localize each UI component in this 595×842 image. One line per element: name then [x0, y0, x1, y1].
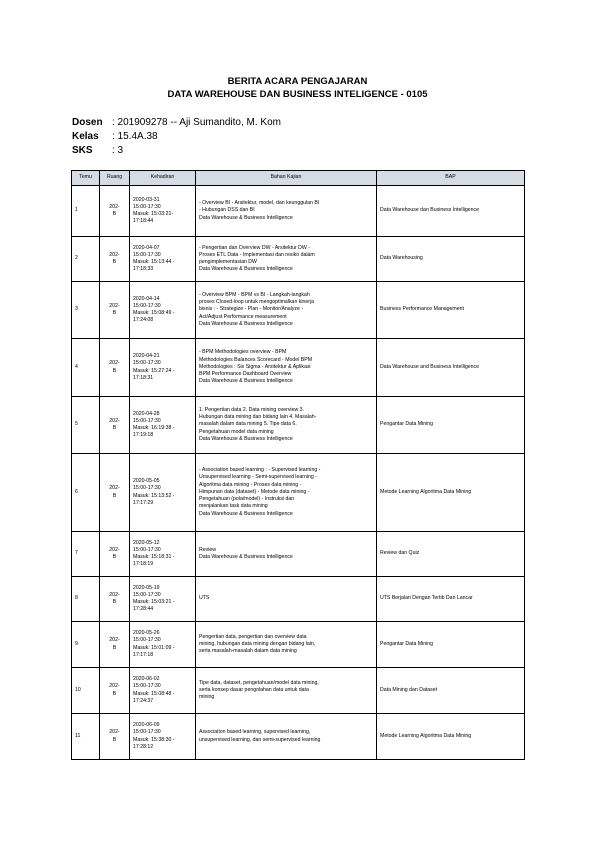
cell-temu: 9	[72, 622, 100, 668]
cell-bap: Data Warehousing	[377, 237, 525, 282]
cell-kehadiran	[130, 454, 196, 532]
cell-kehadiran-line: 17:18:44	[133, 218, 154, 225]
cell-bahan-kajian-line: Tipe data, dataset, pengetahuan/model data mining,	[199, 679, 319, 686]
cell-bahan-kajian	[196, 237, 377, 282]
cell-ruang-line: B	[112, 310, 117, 316]
header-ruang: Ruang	[100, 171, 130, 186]
cell-bap: Metode Learning Algoritma Data Mining	[377, 714, 525, 760]
cell-kehadiran-line: 15:00-17:30	[133, 485, 161, 492]
cell-ruang	[100, 668, 130, 714]
cell-kehadiran-line: Masuk: 15:08:48 -	[133, 690, 175, 697]
cell-bahan-kajian-line: - Association based learning : - Supervised learning -	[199, 467, 321, 474]
cell-kehadiran-line: 15:00-17:30	[133, 251, 161, 258]
table-row	[72, 577, 525, 622]
cell-temu: 6	[72, 454, 100, 532]
cell-bahan-kajian	[196, 532, 377, 577]
cell-kehadiran-line: 2020-06-09	[133, 722, 160, 729]
table-row	[72, 186, 525, 237]
cell-kehadiran-line: 15:00-17:30	[133, 683, 161, 690]
dosen-label: Dosen	[72, 117, 103, 128]
cell-ruang-line: 202-	[109, 360, 120, 367]
cell-bahan-kajian-line: Pengetahuan (pola/model) - Instruksi dan	[199, 496, 295, 503]
cell-ruang-line: B	[112, 736, 117, 743]
cell-bahan-kajian-line: Data Warehouse & Business Intelligence	[199, 266, 293, 273]
cell-kehadiran-line: 17:28:44	[133, 606, 154, 613]
cell-kehadiran-line: 2020-05-26	[133, 630, 160, 637]
cell-kehadiran-line: 15:00-17:30	[133, 637, 161, 644]
document-subtitle: DATA WAREHOUSE DAN BUSINESS INTELIGENCE - 0105	[167, 89, 428, 100]
cell-bahan-kajian-line: Act/Adjust Performance measurement	[199, 313, 287, 320]
cell-kehadiran-line: 2020-05-12	[133, 539, 160, 546]
header-bahan-kajian: Bahan Kajian	[196, 171, 377, 186]
dosen-value: : 201909278 -- Aji Sumandito, M. Kom	[112, 117, 281, 128]
cell-bahan-kajian-line: - BPM Methodologies overview - BPM	[199, 349, 287, 356]
table-row	[72, 454, 525, 532]
kelas-value: : 15.4A.38	[112, 131, 158, 142]
cell-kehadiran-line: 17:17:18	[133, 651, 154, 658]
course-info	[72, 117, 281, 159]
cell-kehadiran	[130, 622, 196, 668]
cell-bahan-kajian-line: serta masalah-masalah dalam data mining	[199, 648, 297, 655]
cell-bahan-kajian-line: UTS	[199, 595, 210, 602]
cell-ruang-line: 202-	[109, 546, 120, 553]
cell-bahan-kajian-line: masalah dalam data mining 5. Tipe data 6.	[199, 421, 297, 428]
sks-label: SKS	[72, 145, 93, 156]
table-row	[72, 339, 525, 397]
cell-bahan-kajian-line: Unsupervised learning - Semi-supervised learning -	[199, 474, 317, 481]
cell-bahan-kajian-line: Hubungan data mining dan bidang lain 4. Masalah-	[199, 414, 317, 421]
cell-bahan-kajian-line: Algoritma data mining - Proses data mining -	[199, 481, 302, 488]
cell-bap: Data Warehouse dan Business Intelligence	[377, 186, 525, 237]
cell-kehadiran-line: 17:18:33	[133, 266, 154, 273]
kelas-row	[72, 131, 281, 145]
cell-kehadiran-line: Masuk: 15:38:30 -	[133, 736, 175, 743]
cell-kehadiran-line: 2020-03-31	[133, 196, 160, 203]
cell-temu: 4	[72, 339, 100, 397]
cell-kehadiran	[130, 339, 196, 397]
cell-ruang-line: B	[112, 554, 117, 560]
cell-kehadiran-line: 2020-04-21	[133, 353, 160, 360]
cell-ruang-line: B	[112, 492, 117, 499]
cell-ruang-line: 202-	[109, 485, 120, 492]
cell-temu: 5	[72, 397, 100, 454]
cell-temu: 1	[72, 186, 100, 237]
cell-ruang-line: B	[112, 644, 117, 651]
header-bap: BAP	[377, 171, 525, 186]
cell-ruang	[100, 714, 130, 760]
cell-bahan-kajian-line: pengimplementasian DW	[199, 259, 257, 265]
cell-bahan-kajian	[196, 282, 377, 339]
kelas-label: Kelas	[72, 131, 99, 142]
cell-kehadiran-line: 17:17:29	[133, 499, 154, 506]
cell-temu: 11	[72, 714, 100, 760]
cell-bap: Pengantar Data Mining	[377, 397, 525, 454]
cell-ruang-line: 202-	[109, 637, 120, 644]
table-row	[72, 668, 525, 714]
cell-bap: Data Mining dan Dataset	[377, 668, 525, 714]
cell-bahan-kajian-line: - Pengertian dan Overview DW - Arsitektur DW -	[199, 244, 310, 251]
cell-kehadiran	[130, 668, 196, 714]
cell-kehadiran	[130, 237, 196, 282]
cell-kehadiran-line: 15:00-17:30	[133, 591, 161, 598]
cell-bahan-kajian-line: Himpunan data (dataset) - Metode data mining -	[199, 488, 310, 495]
cell-kehadiran-line: 17:18:31	[133, 374, 154, 381]
cell-bap: Pengantar Data Mining	[377, 622, 525, 668]
cell-kehadiran-line: 2020-04-14	[133, 295, 160, 302]
cell-kehadiran-line: Masuk: 15:03:21-	[133, 211, 174, 217]
cell-bahan-kajian-line: Data Warehouse & Business Intelligence	[199, 435, 293, 442]
header-kehadiran: Kehadiran	[130, 171, 196, 186]
cell-kehadiran-line: Masuk: 15:18:31 -	[133, 554, 175, 560]
table-body	[72, 186, 525, 760]
table-row	[72, 397, 525, 454]
cell-kehadiran-line: Masuk: 16:19:38 -	[133, 425, 175, 431]
cell-ruang	[100, 622, 130, 668]
cell-ruang-line: B	[112, 690, 117, 697]
cell-ruang	[100, 577, 130, 622]
cell-ruang-line: B	[112, 425, 117, 431]
cell-bahan-kajian-line: BPM Performance Dashboard Overview	[199, 371, 292, 378]
cell-bap: Data Warehouse and Business Intelligence	[377, 339, 525, 397]
cell-bahan-kajian-line: Association based learning, supervised learning,	[199, 729, 311, 736]
cell-bahan-kajian-line: Pengetahuan model data mining	[199, 428, 274, 435]
cell-bahan-kajian-line: - Overview BI - Arsitektur, model, dan keunggulan BI	[199, 200, 320, 207]
cell-bahan-kajian-line: bisnis : - Strategize - Plan - Monitor/Analyze -	[199, 306, 304, 313]
cell-kehadiran-line: 17:18:19	[133, 561, 154, 568]
cell-bap: UTS Berjalan Dengan Tertib Dan Lancar	[377, 577, 525, 622]
attendance-table	[71, 170, 525, 760]
cell-ruang-line: 202-	[109, 591, 120, 598]
cell-bahan-kajian-line: serta konsep dasar pengolahan data untuk data	[199, 686, 309, 693]
cell-bahan-kajian-line: menjalankan task data mining	[199, 503, 268, 510]
cell-bahan-kajian-line: 1. Pengertian data 2. Data mining overview 3.	[199, 406, 304, 413]
cell-ruang	[100, 454, 130, 532]
cell-bap: Business Performance Management	[377, 282, 525, 339]
cell-kehadiran-line: 15:00-17:30	[133, 417, 161, 424]
cell-ruang-line: B	[112, 367, 117, 374]
cell-ruang	[100, 237, 130, 282]
table-row	[72, 714, 525, 760]
cell-bahan-kajian	[196, 339, 377, 397]
cell-ruang	[100, 339, 130, 397]
cell-ruang-line: 202-	[109, 302, 120, 309]
cell-bahan-kajian-line: Data Warehouse & Business Intelligence	[199, 554, 293, 560]
cell-kehadiran	[130, 186, 196, 237]
table-row	[72, 622, 525, 668]
cell-ruang-line: B	[112, 259, 117, 265]
cell-bahan-kajian	[196, 668, 377, 714]
cell-kehadiran-line: 2020-06-02	[133, 676, 160, 683]
cell-bahan-kajian-line: Pengertian data, pengertian dan overview data	[199, 633, 307, 640]
cell-bahan-kajian-line: proses Closed-loop untuk mengoptimalkan kinerja	[199, 299, 315, 306]
cell-ruang-line: 202-	[109, 683, 120, 690]
cell-bahan-kajian	[196, 714, 377, 760]
cell-kehadiran	[130, 714, 196, 760]
sks-row	[72, 145, 281, 159]
cell-bahan-kajian	[196, 454, 377, 532]
cell-kehadiran	[130, 282, 196, 339]
cell-bap: Metode Learning Algoritma Data Mining	[377, 454, 525, 532]
table-row	[72, 282, 525, 339]
cell-kehadiran-line: 15:00-17:30	[133, 546, 161, 553]
cell-ruang	[100, 186, 130, 237]
cell-temu: 2	[72, 237, 100, 282]
cell-bahan-kajian-line: - Overview BPM - BPM vs BI - Langkah-langkah	[199, 291, 310, 298]
document-title: BERITA ACARA PENGAJARAN	[227, 76, 368, 87]
dosen-row	[72, 117, 281, 131]
sks-value: : 3	[112, 145, 124, 156]
cell-kehadiran-line: 15:00-17:30	[133, 302, 161, 309]
cell-ruang-line: 202-	[109, 203, 120, 210]
cell-kehadiran	[130, 397, 196, 454]
cell-kehadiran-line: 17:24:08	[133, 317, 154, 324]
cell-bahan-kajian-line: Methodologies Balances Scorecard - Model BPM	[199, 356, 313, 363]
cell-ruang	[100, 282, 130, 339]
cell-kehadiran-line: 2020-04-28	[133, 410, 160, 417]
cell-kehadiran-line: Masuk: 15:27:24 -	[133, 367, 175, 374]
cell-ruang-line: B	[112, 599, 117, 605]
cell-temu: 10	[72, 668, 100, 714]
cell-temu: 8	[72, 577, 100, 622]
cell-kehadiran-line: 17:24:37	[133, 697, 154, 704]
cell-bahan-kajian	[196, 577, 377, 622]
cell-bahan-kajian-line: Methodologies : Six Sigma - Arsitektur & Aplikasi	[199, 363, 311, 370]
cell-bahan-kajian-line: mining, hubungan data mining dengan bidang lain,	[199, 640, 316, 647]
header-temu: Temu	[72, 171, 100, 186]
cell-bahan-kajian-line: mining	[199, 694, 215, 701]
cell-ruang-line: 202-	[109, 729, 120, 736]
cell-bahan-kajian	[196, 622, 377, 668]
cell-bahan-kajian	[196, 397, 377, 454]
cell-ruang-line: 202-	[109, 417, 120, 424]
cell-kehadiran	[130, 532, 196, 577]
table-header-row	[72, 171, 525, 186]
cell-kehadiran-line: 15:00-17:30	[133, 729, 161, 736]
cell-kehadiran-line: Masuk: 15:13:44 -	[133, 259, 175, 265]
cell-bap: Review dan Quiz	[377, 532, 525, 577]
cell-kehadiran-line: Masuk: 15:01:09 -	[133, 644, 175, 651]
cell-kehadiran-line: Masuk: 15:13:52 -	[133, 492, 175, 499]
cell-ruang	[100, 532, 130, 577]
cell-temu: 3	[72, 282, 100, 339]
cell-bahan-kajian-line: - Hubungan DSS dan BI	[199, 207, 255, 214]
cell-kehadiran-line: 2020-04-07	[133, 244, 160, 251]
cell-ruang	[100, 397, 130, 454]
cell-bahan-kajian-line: Data Warehouse & Business Intelligence	[199, 320, 293, 327]
cell-bahan-kajian	[196, 186, 377, 237]
cell-kehadiran-line: Masuk: 15:08:49 -	[133, 310, 175, 316]
table-row	[72, 532, 525, 577]
cell-bahan-kajian-line: unsupervised learning, dan semi-supervised learning	[199, 736, 321, 743]
cell-bahan-kajian-line: Data Warehouse & Business Intelligence	[199, 214, 293, 221]
cell-kehadiran	[130, 577, 196, 622]
cell-kehadiran-line: 17:28:12	[133, 743, 154, 750]
cell-kehadiran-line: 15:00-17:30	[133, 203, 161, 210]
cell-bahan-kajian-line: Data Warehouse & Business Intelligence	[199, 378, 293, 385]
cell-kehadiran-line: 15:00-17:30	[133, 360, 161, 367]
cell-temu: 7	[72, 532, 100, 577]
cell-kehadiran-line: 2020-05-19	[133, 584, 160, 591]
cell-bahan-kajian-line: Proses ETL Data - Implementasi dan resiko dalam	[199, 251, 315, 258]
cell-kehadiran-line: 2020-05-05	[133, 478, 160, 485]
cell-bahan-kajian-line: Data Warehouse & Business Intelligence	[199, 510, 293, 517]
cell-kehadiran-line: 17:19:18	[133, 432, 154, 439]
cell-kehadiran-line: Masuk: 15:03:21 -	[133, 599, 175, 605]
cell-ruang-line: B	[112, 211, 117, 217]
cell-ruang-line: 202-	[109, 251, 120, 258]
table-row	[72, 237, 525, 282]
cell-bahan-kajian-line: Review	[199, 546, 217, 553]
